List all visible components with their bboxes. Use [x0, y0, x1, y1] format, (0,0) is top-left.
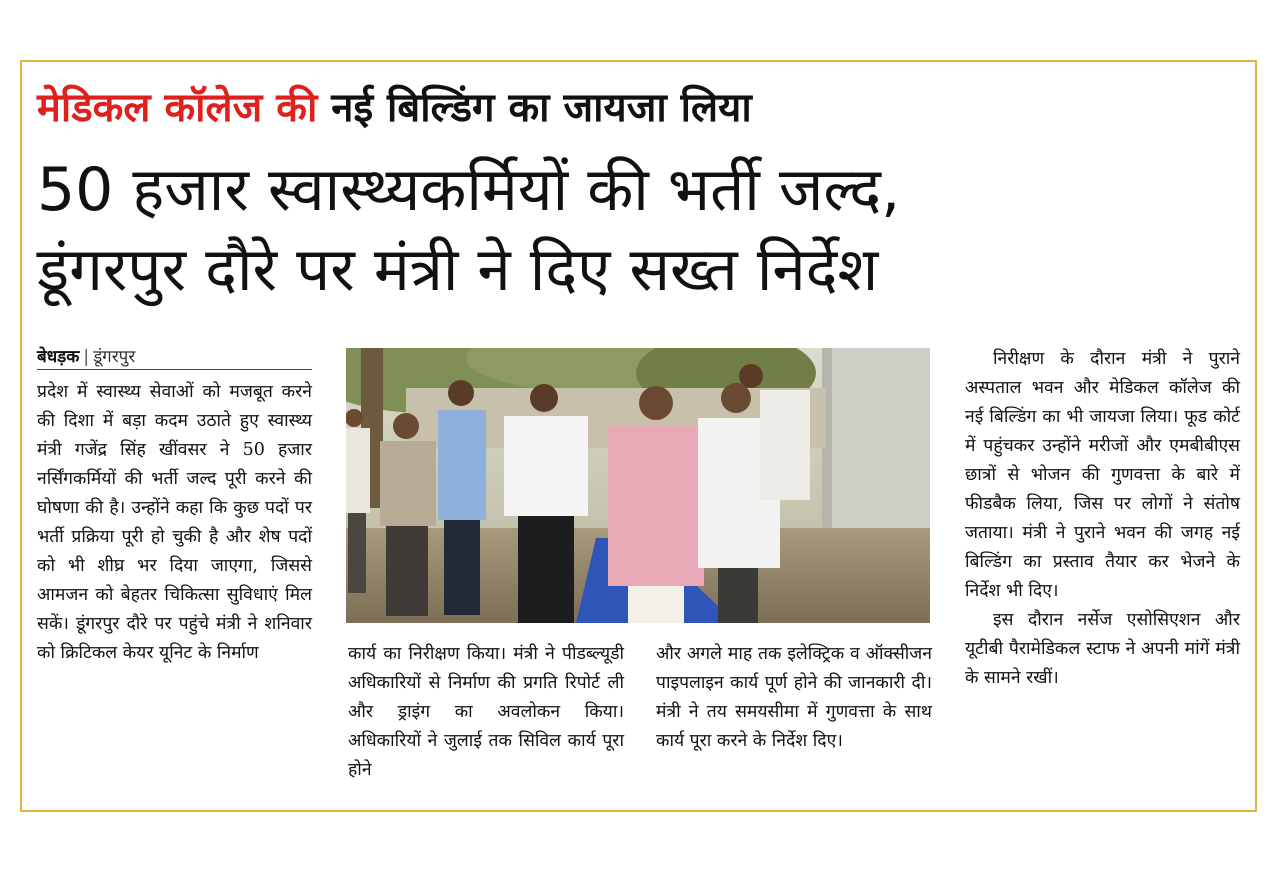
byline — [37, 345, 312, 370]
column-3-text: और अगले माह तक इलेक्ट्रिक व ऑक्सीजन पाइपलाइन कार्य पूर्ण होने की जानकारी दी। मंत्री ने तय समयसीमा में गुणवत्ता के साथ कार्य पूरा करने के निर्देश दिए। — [656, 644, 932, 751]
column-1-text: प्रदेश में स्वास्थ्य सेवाओं को मजबूत करने की दिशा में बड़ा कदम उठाते हुए स्वास्थ्य मंत्री गजेंद्र सिंह खींवसर ने 50 हजार नर्सिंगकर्मियों की भर्ती जल्द पूरी करने की घोषणा की है। उन्होंने कहा कि कुछ पदों पर भर्ती प्रक्रिया पूरी हो चुकी है और शेष पदों को भी शीघ्र भर दिया जाएगा, जिससे आमजन को बेहतर चिकित्सा सुविधाएं मिल सकें। डूंगरपुर दौरे पर पहुंचे मंत्री ने शनिवार को क्रिटिकल केयर यूनिट के निर्माण — [37, 382, 312, 663]
headline-line-2: डूंगरपुर दौरे पर मंत्री ने दिए सख्त निर्देश — [37, 235, 879, 305]
column-4-paragraph-2: इस दौरान नर्सेज एसोसिएशन और यूटीबी पैरामेडिकल स्टाफ ने अपनी मांगें मंत्री के सामने रखीं। — [965, 610, 1240, 688]
article-column-1 — [37, 378, 312, 668]
news-photo — [346, 348, 930, 623]
kicker-highlight: मेडिकल कॉलेज की — [37, 85, 318, 131]
column-4-paragraph-1: निरीक्षण के दौरान मंत्री ने पुराने अस्पताल भवन और मेडिकल कॉलेज की नई बिल्डिंग का भी जायजा लिया। फूड कोर्ट में पहुंचकर उन्होंने मरीजों और एमबीबीएस छात्रों से भोजन की गुणवत्ता के बारे में फीडबैक लिया, जिस पर लोगों ने संतोष जताया। मंत्री ने पुराने भवन की जगह नई बिल्डिंग का प्रस्ताव तैयार कर भेजने के निर्देश भी दिए। — [965, 349, 1240, 601]
article-column-4 — [965, 345, 1240, 693]
headline — [37, 150, 900, 310]
byline-separator: | — [83, 347, 90, 367]
kicker — [37, 82, 752, 134]
article-column-2 — [348, 640, 624, 785]
article-column-3 — [656, 640, 932, 756]
column-2-text: कार्य का निरीक्षण किया। मंत्री ने पीडब्ल्यूडी अधिकारियों से निर्माण की प्रगति रिपोर्ट ली और ड्राइंग का अवलोकन किया। अधिकारियों ने जुलाई तक सिविल कार्य पूरा होने — [348, 644, 624, 780]
byline-location: डूंगरपुर — [93, 347, 136, 367]
photo-illustration — [346, 348, 930, 623]
byline-source: बेधड़क — [37, 347, 80, 367]
headline-line-1: 50 हजार स्वास्थ्यकर्मियों की भर्ती जल्द, — [37, 155, 901, 225]
kicker-rest: नई बिल्डिंग का जायजा लिया — [331, 85, 752, 131]
